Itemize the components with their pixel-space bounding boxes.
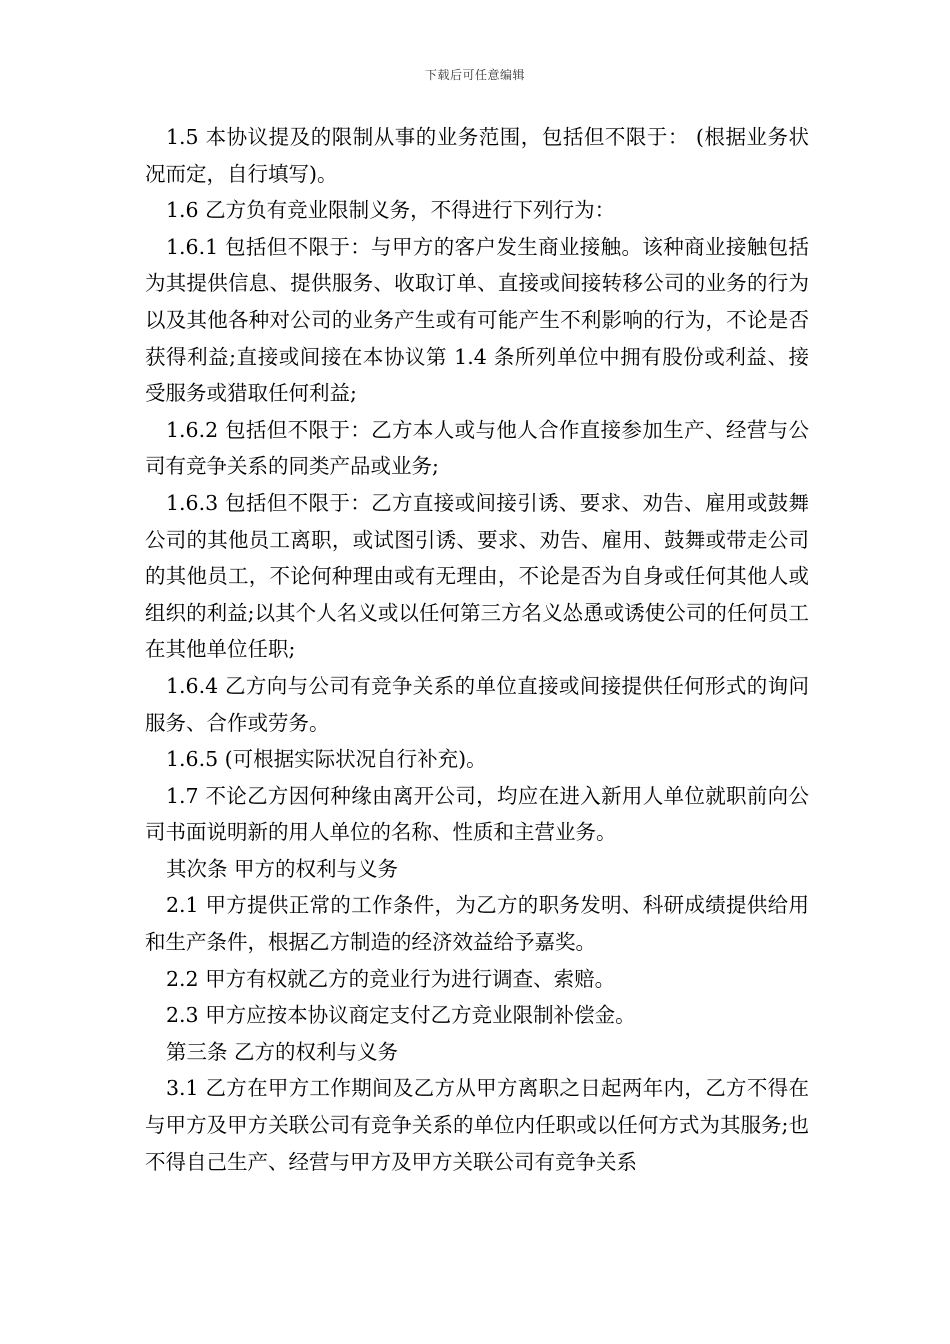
clause-3-1: 3.1 乙方在甲方工作期间及乙方从甲方离职之日起两年内，乙方不得在与甲方及甲方关联公司有竞争关系的单位内任职或以任何方式为其服务;也不得自己生产、经营与甲方及甲方关联公司有竞争关系 [145, 1076, 809, 1174]
clause-1-6-5: 1.6.5 (可根据实际状况自行补充)。 [166, 747, 487, 772]
clause-1-6-3: 1.6.3 包括但不限于：乙方直接或间接引诱、要求、劝告、雇用或鼓舞公司的其他员工离职，或试图引诱、要求、劝告、雇用、鼓舞或带走公司的其他员工，不论何种理由或有无理由，不论是否为自身或任何其他人或组织的利益;以其个人名义或以任何第三方名义怂恿或诱使公司的任何员工在其他单位任职; [145, 490, 809, 662]
clause-1-6: 1.6 乙方负有竞业限制义务，不得进行下列行为： [166, 198, 616, 223]
document-body [145, 119, 809, 1180]
section-heading-3: 第三条 乙方的权利与义务 [166, 1039, 399, 1064]
clause-2-1: 2.1 甲方提供正常的工作条件，为乙方的职务发明、科研成绩提供给用和生产条件，根据乙方制造的经济效益给予嘉奖。 [145, 893, 809, 955]
section-heading-2: 其次条 甲方的权利与义务 [166, 856, 399, 881]
clause-1-6-4: 1.6.4 乙方向与公司有竞争关系的单位直接或间接提供任何形式的询问服务、合作或劳务。 [145, 673, 809, 735]
page-header: 下载后可任意编辑 [424, 68, 525, 82]
clause-2-2: 2.2 甲方有权就乙方的竞业行为进行调查、索赔。 [166, 966, 616, 991]
clause-1-6-1: 1.6.1 包括但不限于：与甲方的客户发生商业接触。该种商业接触包括为其提供信息、提供服务、收取订单、直接或间接转移公司的业务的行为以及其他各种对公司的业务产生或有可能产生不利影响的行为，不论是否获得利益;直接或间接在本协议第 1.4 条所列单位中拥有股份或利益、接受服务或猎取任何利益; [145, 234, 809, 406]
clause-1-5: 1.5 本协议提及的限制从事的业务范围，包括但不限于： (根据业务状况而定，自行填写)。 [145, 125, 809, 186]
clause-1-6-2: 1.6.2 包括但不限于：乙方本人或与他人合作直接参加生产、经营与公司有竞争关系的同类产品或业务; [145, 417, 809, 479]
clause-1-7: 1.7 不论乙方因何种缘由离开公司，均应在进入新用人单位就职前向公司书面说明新的用人单位的名称、性质和主营业务。 [145, 783, 809, 845]
clause-2-3: 2.3 甲方应按本协议商定支付乙方竞业限制补偿金。 [166, 1003, 636, 1028]
